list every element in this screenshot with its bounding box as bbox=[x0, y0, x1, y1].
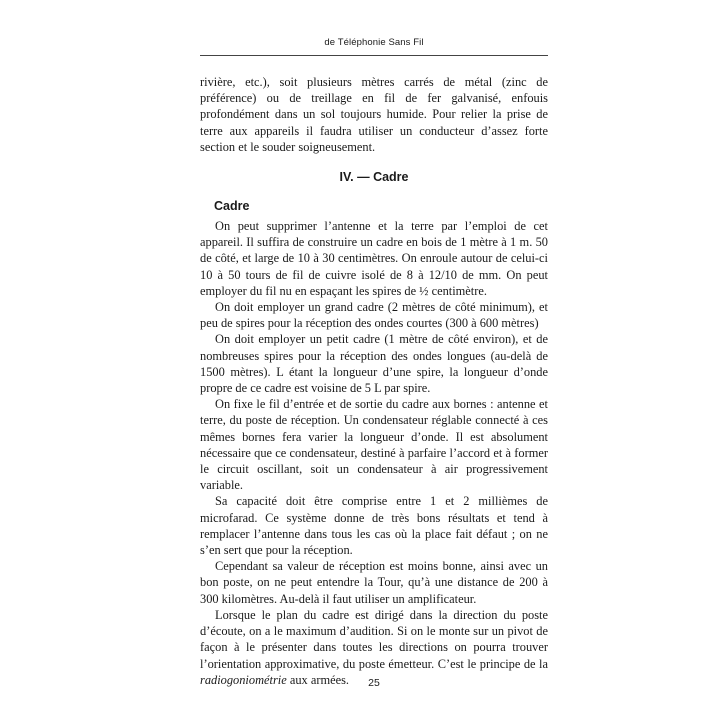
section-title: IV. — Cadre bbox=[339, 170, 409, 185]
paragraph: On doit employer un petit cadre (1 mètre de côté environ), et de nombreuses spires pour la réception des ondes longues (au-delà de 1500 mètres). L étant la longueur d’une spire, la longueur d’onde propre de ce cadre est voisine de 5 L par spire. bbox=[200, 332, 548, 396]
paragraph: Sa capacité doit être comprise entre 1 et 2 millièmes de microfarad. Ce système donne de très bons résultats et tend à remplacer l’antenne dans tous les cas où la place fait défaut ; on ne s’en sert que pour la réception. bbox=[200, 494, 548, 558]
paragraph: On peut supprimer l’antenne et la terre par l’emploi de cet appareil. Il suffira de construire un cadre en bois de 1 mètre à 1 m. 50 de côté, et large de 10 à 30 centimètres. On enroule autour de celui-ci 10 à 50 tours de fil de cuivre isolé de 8 à 12/10 de mm. On peut employer du fil nu en espaçant les spires de ½ centimètre. bbox=[200, 219, 548, 298]
paragraph-text-end: aux armées. bbox=[286, 672, 350, 687]
page-body bbox=[200, 74, 548, 688]
paragraph-continued: rivière, etc.), soit plusieurs mètres carrés de métal (zinc de préférence) ou de treillage en fil de fer galvanisé, enfouis profondément dans un sol toujours humide. Pour relier la prise de terre aux appareils il faudra utiliser un conducteur d’assez forte section et le souder soigneusement. bbox=[200, 75, 548, 154]
paragraph: On doit employer un grand cadre (2 mètres de côté minimum), et peu de spires pour la réception des ondes courtes (300 à 600 mètres) bbox=[200, 300, 548, 331]
header-rule bbox=[200, 55, 548, 56]
paragraph: Cependant sa valeur de réception est moins bonne, ainsi avec un bon poste, on ne peut entendre la Tour, qu’à une distance de 200 à 300 kilomètres. Au-delà il faut utiliser un amplificateur. bbox=[200, 559, 548, 606]
paragraph-text: Lorsque le plan du cadre est dirigé dans la direction du poste d’écoute, on a le maximum d’audition. Si on le monte sur un pivot de façon à le présenter dans toutes les directions on pourra trouver l’orientation approximative, du poste émetteur. C’est le principe de la bbox=[200, 607, 548, 671]
sub-title: Cadre bbox=[214, 199, 250, 214]
page-number: 25 bbox=[368, 677, 380, 689]
running-header: de Téléphonie Sans Fil bbox=[324, 37, 424, 48]
paragraph: On fixe le fil d’entrée et de sortie du cadre aux bornes : antenne et terre, du poste de réception. Un condensateur réglable connecté à ces mêmes bornes fera varier la longueur d’onde. Il est absolument nécessaire que ce condensateur, destiné à parfaire l’accord et à former le circuit oscillant, soit un condensateur à air progressivement variable. bbox=[200, 397, 548, 493]
italic-term: radiogoniométrie bbox=[200, 672, 287, 687]
paragraph-last bbox=[200, 607, 548, 688]
